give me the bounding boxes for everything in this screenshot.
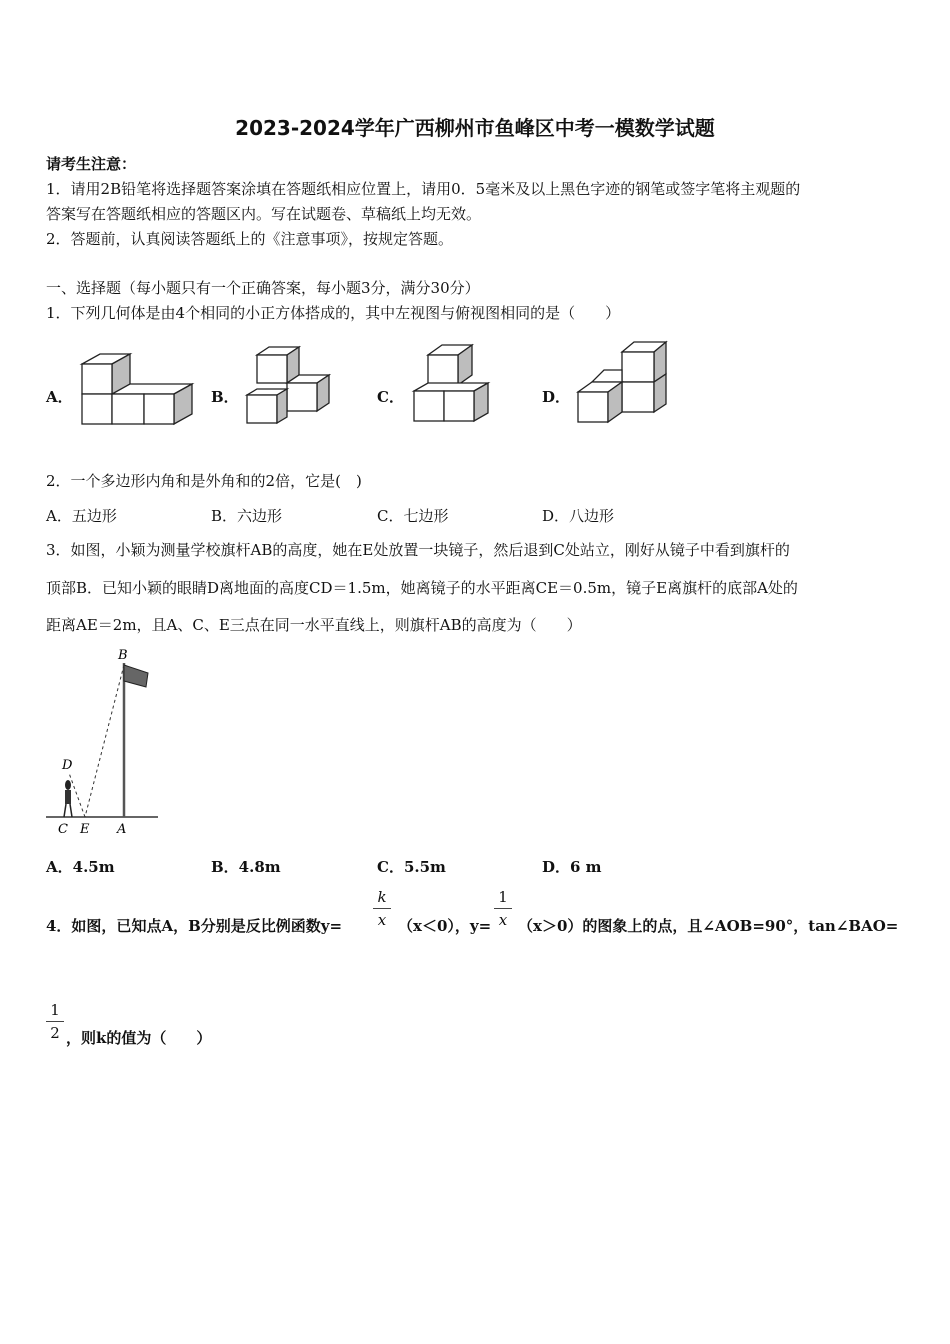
q3-option-c: C．5.5m <box>377 858 446 876</box>
q1-label-a: A． <box>46 388 73 406</box>
label-a: A <box>117 822 127 837</box>
q1-label-c: C． <box>377 388 404 406</box>
label-e: E <box>80 822 90 837</box>
question-3-line-3: 距离AE＝2m，且A、C、E三点在同一水平直线上，则旗杆AB的高度为（ ） <box>46 616 582 634</box>
fraction-3-numerator: 1 <box>50 1001 60 1019</box>
flagpole-figure <box>40 645 170 840</box>
question-1-stem: 1．下列几何体是由4个相同的小正方体搭成的，其中左视图与俯视图相同的是（ ） <box>46 304 621 322</box>
fraction-2-numerator: 1 <box>498 888 508 906</box>
q1-label-d: D． <box>542 388 571 406</box>
q1-label-b: B． <box>211 388 239 406</box>
question-4-part-4: ，则k的值为（ ） <box>66 1029 212 1047</box>
fraction-2-denominator: x <box>498 911 508 929</box>
section-heading: 一、选择题（每小题只有一个正确答案，每小题3分，满分30分） <box>46 279 480 297</box>
q2-option-b: B．六边形 <box>211 507 283 525</box>
question-3-line-1: 3．如图，小颖为测量学校旗杆AB的高度，她在E处放置一块镜子，然后退到C处站立，刚好从镜子中看到旗杆的 <box>46 541 790 559</box>
q1-figure-b <box>243 345 335 427</box>
q3-option-b: B．4.8m <box>211 858 281 876</box>
question-4-part-2: （x＜0），y= <box>398 917 492 935</box>
question-4-part-1: 4．如图，已知点A，B分别是反比例函数y= <box>46 917 343 935</box>
q2-option-d: D．八边形 <box>542 507 615 525</box>
fraction-3-denominator: 2 <box>50 1024 60 1042</box>
q3-option-a: A．4.5m <box>46 858 115 876</box>
q3-option-d: D．6 m <box>542 858 602 876</box>
question-4-part-3: （x＞0）的图象上的点，且∠AOB=90°，tan∠BAO= <box>518 917 899 935</box>
question-3-line-2: 顶部B．已知小颖的眼睛D离地面的高度CD＝1.5m，她离镜子的水平距离CE＝0.5m，镜子E离旗杆的底部A处的 <box>46 579 798 597</box>
label-d: D <box>62 758 73 773</box>
q1-figure-a <box>78 350 200 430</box>
q1-figure-c <box>410 343 498 427</box>
notice-item-1a: 1．请用2B铅笔将选择题答案涂填在答题纸相应位置上，请用0．5毫米及以上黑色字迹的钢笔或签字笔将主观题的 <box>46 180 801 198</box>
question-2-stem: 2．一个多边形内角和是外角和的2倍，它是( ) <box>46 472 362 490</box>
notice-item-1b: 答案写在答题纸相应的答题区内。写在试题卷、草稿纸上均无效。 <box>46 205 482 223</box>
q1-figure-d <box>574 340 674 428</box>
page-title: 2023-2024学年广西柳州市鱼峰区中考一模数学试题 <box>235 116 715 140</box>
label-c: C <box>58 822 68 837</box>
label-b: B <box>118 648 128 663</box>
notice-item-2: 2．答题前，认真阅读答题纸上的《注意事项》，按规定答题。 <box>46 230 454 248</box>
q2-option-c: C．七边形 <box>377 507 449 525</box>
fraction-1-over-x <box>494 888 512 929</box>
q2-option-a: A．五边形 <box>46 507 117 525</box>
fraction-1-denominator: x <box>377 911 387 929</box>
fraction-k-over-x <box>373 888 391 929</box>
fraction-1-numerator: k <box>377 888 387 906</box>
fraction-1-over-2 <box>46 1001 64 1042</box>
notice-heading: 请考生注意： <box>46 155 137 173</box>
